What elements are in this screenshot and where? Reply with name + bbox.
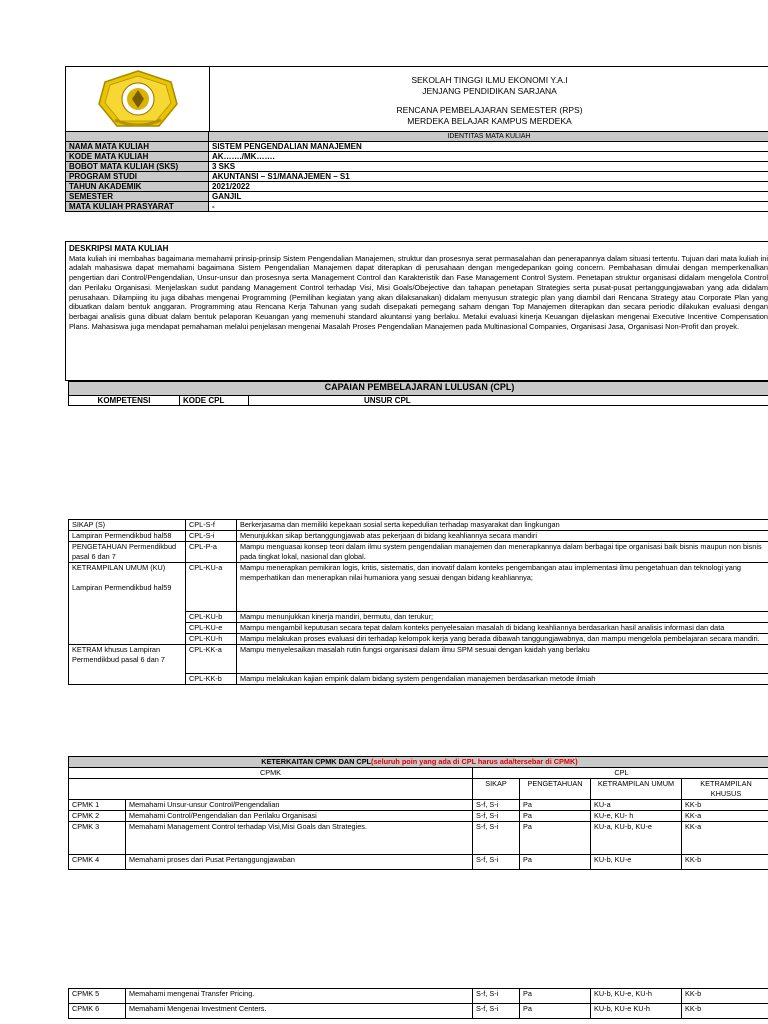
- cpl-code: CPL-S-i: [186, 531, 237, 542]
- cpmk-header-spacer: [69, 779, 473, 800]
- sikap-header: SIKAP: [473, 779, 520, 800]
- cpmk-ku: KU-a: [591, 800, 682, 811]
- cpl-competency-ref: Lampiran Permendikbud hal59: [72, 583, 172, 592]
- cpl-competency-name: KETRAMPILAN UMUM (KU): [72, 563, 166, 572]
- identity-label: SEMESTER: [66, 192, 209, 202]
- cpmk-pengetahuan: Pa: [520, 855, 591, 870]
- description-title: DESKRIPSI MATA KULIAH: [69, 244, 169, 253]
- identity-row: [66, 182, 768, 192]
- cpmk-ku: KU-a, KU-b, KU-e: [591, 822, 682, 855]
- cpmk-desc: Memahami proses dari Pusat Pertanggungjawaban: [126, 855, 473, 870]
- ketrampilan-khusus-header: KETRAMPILAN KHUSUS: [682, 779, 768, 800]
- cpmk-kk: KK-a: [682, 822, 768, 855]
- cpl-code: CPL-KU-a: [186, 563, 237, 612]
- identity-row: [66, 202, 768, 212]
- cpl-code: CPL-KU-b: [186, 612, 237, 623]
- cpmk-cpl-mapping-table: [68, 756, 768, 870]
- cpmk-ku: KU-e, KU- h: [591, 811, 682, 822]
- cpmk-pengetahuan: Pa: [520, 1004, 591, 1019]
- cpl-competency: KETRAM khusus Lampiran Permendikbud pasal 6 dan 7: [69, 645, 186, 685]
- cpl-competency: PENGETAHUAN Permendikbud pasal 6 dan 7: [69, 542, 186, 563]
- header-table: [65, 66, 768, 140]
- course-identity-table: [65, 131, 768, 212]
- identity-value: 2021/2022: [209, 182, 768, 192]
- cpmk-pengetahuan: Pa: [520, 822, 591, 855]
- cpmk-pengetahuan: Pa: [520, 811, 591, 822]
- cpl-element: Menunjukkan sikap bertanggungjawab atas pekerjaan di bidang keahliannya secara mandiri: [237, 531, 768, 542]
- pengetahuan-header: PENGETAHUAN: [520, 779, 591, 800]
- cpmk-kk: KK-b: [682, 855, 768, 870]
- cpmk-cpl-mapping-continued: [68, 988, 768, 1019]
- cpl-element: Mampu melakukan proses evaluasi diri terhadap kelompok kerja yang berada dibawah tanggungjawabnya, dan mampu mengelola pembelajaran secara mandiri.: [237, 634, 768, 645]
- identity-value: GANJIL: [209, 192, 768, 202]
- cpl-row: [69, 542, 768, 563]
- identity-label: PROGRAM STUDI: [66, 172, 209, 182]
- cpmk-row: [69, 800, 768, 811]
- identity-label: TAHUN AKADEMIK: [66, 182, 209, 192]
- cpmk-sikap: S-f, S-i: [473, 811, 520, 822]
- identity-label: BOBOT MATA KULIAH (SKS): [66, 162, 209, 172]
- cpl-header: CPL: [473, 768, 768, 779]
- identity-row: [66, 152, 768, 162]
- cpl-competency: [69, 563, 186, 645]
- ketrampilan-umum-header: KETRAMPILAN UMUM: [591, 779, 682, 800]
- identity-label: MATA KULIAH PRASYARAT: [66, 202, 209, 212]
- cpl-element: Mampu menyelesaikan masalah rutin fungsi organisasi dalam ilmu SPM sesuai dengan kaidah yang berlaku: [237, 645, 768, 674]
- cpmk-ku: KU-b, KU-e, KU-h: [591, 989, 682, 1004]
- identity-value: -: [209, 202, 768, 212]
- cpmk-pengetahuan: Pa: [520, 800, 591, 811]
- cpl-element: Mampu menunjukkan kinerja mandiri, bermutu, dan terukur;: [237, 612, 768, 623]
- identity-row: [66, 162, 768, 172]
- cpl-code: CPL-P-a: [186, 542, 237, 563]
- college-logo-icon: [93, 68, 183, 130]
- identity-row: [66, 192, 768, 202]
- cpmk-ku: KU-b, KU-e: [591, 855, 682, 870]
- document-title: RENCANA PEMBELAJARAN SEMESTER (RPS): [396, 105, 583, 115]
- identity-spacer: [66, 132, 209, 142]
- cpmk-row: [69, 822, 768, 855]
- cpmk-code: CPMK 5: [69, 989, 126, 1004]
- cpmk-kk: KK-a: [682, 811, 768, 822]
- identity-label: KODE MATA KULIAH: [66, 152, 209, 162]
- identity-label: NAMA MATA KULIAH: [66, 142, 209, 152]
- competency-header: KOMPETENSI: [69, 396, 180, 406]
- cpmk-sikap: S-f, S-i: [473, 822, 520, 855]
- cpmk-code: CPMK 3: [69, 822, 126, 855]
- cpmk-sikap: S-f, S-i: [473, 855, 520, 870]
- cpmk-row: [69, 989, 768, 1004]
- cpl-element: Berkerjasama dan memiliki kepekaan sosial serta kepedulian terhadap masyarakat dan lingkungan: [237, 520, 768, 531]
- identity-row: [66, 172, 768, 182]
- cpl-element-header: UNSUR CPL: [249, 396, 768, 406]
- cpl-element: Mampu menerapkan pemikiran logis, kritis, sistematis, dan inovatif dalam konteks pengembangan atau implementasi ilmu pengetahuan dan teknologi yang memperhatikan dan menerapkan nilai humaniora yang sesuai dengan bidang keahliannya;: [237, 563, 768, 612]
- cpmk-kk: KK-b: [682, 989, 768, 1004]
- cpl-row: [69, 520, 768, 531]
- cpmk-pengetahuan: Pa: [520, 989, 591, 1004]
- cpl-code: CPL-KK-b: [186, 674, 237, 685]
- cpl-element: Mampu mengambil keputusan secara tepat dalam konteks penyelesaian masalah di bidang keahliannya berdasarkan hasil analisis informasi dan data: [237, 623, 768, 634]
- cpmk-row: [69, 855, 768, 870]
- cpl-caption: CAPAIAN PEMBELAJARAN LULUSAN (CPL): [69, 382, 768, 396]
- cpl-competency: SIKAP (S): [69, 520, 186, 531]
- cpmk-code: CPMK 2: [69, 811, 126, 822]
- identity-value: AK……./MK…….: [209, 152, 768, 162]
- cpl-element: Mampu menguasai konsep teori dalam ilmu system pengendalian manajemen dan menerapkannya dalam berbagai tipe organisasi baik bisnis maupun non bisnis pada tingkat lokal, nasional dan global.: [237, 542, 768, 563]
- cpmk-sikap: S-f, S-i: [473, 800, 520, 811]
- cpmk-code: CPMK 1: [69, 800, 126, 811]
- cpl-competency: Lampiran Permendikbud hal58: [69, 531, 186, 542]
- program-name: MERDEKA BELAJAR KAMPUS MERDEKA: [407, 116, 572, 126]
- cpl-element: Mampu melakukan kajian empirik dalam bidang system pengendalian manajemen berdasarkan metode ilmiah: [237, 674, 768, 685]
- cpl-code-header: KODE CPL: [180, 396, 249, 406]
- identity-heading: IDENTITAS MATA KULIAH: [209, 132, 768, 142]
- cpmk-kk: KK-b: [682, 1004, 768, 1019]
- cpl-code: CPL-KU-h: [186, 634, 237, 645]
- course-description: [65, 241, 768, 381]
- cpmk-header: CPMK: [69, 768, 473, 779]
- cpmk-row: [69, 1004, 768, 1019]
- mapping-title-note: (seluruh poin yang ada di CPL harus ada/tersebar di CPMK): [371, 757, 578, 766]
- cpmk-desc: Memahami Control/Pengendalian dan Perilaku Organisasi: [126, 811, 473, 822]
- institution-title: [210, 67, 768, 140]
- mapping-title: [69, 757, 768, 768]
- cpmk-code: CPMK 4: [69, 855, 126, 870]
- cpl-detail-table: [68, 519, 768, 685]
- cpl-row: [69, 645, 768, 674]
- cpmk-sikap: S-f, S-i: [473, 1004, 520, 1019]
- cpl-code: CPL-KK-a: [186, 645, 237, 674]
- institution-name: SEKOLAH TINGGI ILMU EKONOMI Y.A.I: [411, 75, 568, 85]
- identity-value: SISTEM PENGENDALIAN MANAJEMEN: [209, 142, 768, 152]
- logo-cell: [66, 67, 210, 140]
- cpmk-desc: Memahami Management Control terhadap Visi,Misi Goals dan Strategies.: [126, 822, 473, 855]
- cpmk-sikap: S-f, S-i: [473, 989, 520, 1004]
- cpl-row: [69, 563, 768, 612]
- identity-value: 3 SKS: [209, 162, 768, 172]
- cpmk-row: [69, 811, 768, 822]
- mapping-title-main: KETERKAITAN CPMK DAN CPL: [261, 757, 372, 766]
- description-text: Mata kuliah ini membahas bagaimana memahami prinsip-prinsip Sistem Pengendalian Manajemen, struktur dan prosesnya serat permasalahan dan penerapannya dalam situasi tertentu. Tujuan dari mata kuliah ini adalah mahasiswa dapat memahami bagaimana Sistem Pengendalian Manajemen dapat diterapkan di perusahaan dengan mengedepankan going concern. Pembahasan dimulai dengan memperkenalkan pengertian dari Control/Pengendalian, Unsur-unsur dan prosesnya serta Management Control dan Karakteristik dan Fase Management Control System. Penetapan struktur organisasi didalam mengelola Control dan Perilaku Organisasi. Menjelaskan sudut pandang Management Control terhadap Visi, Misi Goals/Obejective dan tahapan penetapan Strategies serta pusat-pusat pertanggungjawaban yang ada didalam perusahaan. Dilampiing itu juga dibahas mengenai Programming (Pemilihan kegiatan yang akan dilaksanakan) didalam menyusun strategic plan yang diambil dari Rencana Strategy atau Corporate Plan yang dibuatkan dalam bentuk anggaran. Programming atau Rencana Kerja Tahunan yang sudah disepakati pemegang saham dengan Top Manajemen diterapkan dan secara periodic dilakukan evaluasi dengan berbagai analisis guna dibuat dalam bentuk pelaporan Keuangan yang memenuhi standard akuntansi yang berlaku. Metalui evaluasi kinerja Keuangan dijelaskan mengenai Executive Incentive Compensation Plans. Mahasiswa juga mendapat pemahaman melalui penjelasan mengenai Masalah Proses Pengendalian Manajemen pada Multinasional Companies, Organisasi Jasa, Organisasi Non-Profit dan proyek.: [69, 253, 768, 331]
- cpmk-desc: Memahami mengenai Transfer Pricing.: [126, 989, 473, 1004]
- cpl-row: [69, 531, 768, 542]
- cpl-code: CPL-KU-e: [186, 623, 237, 634]
- cpmk-kk: KK-b: [682, 800, 768, 811]
- cpl-header-table: [68, 381, 768, 406]
- cpmk-ku: KU-b, KU-e KU-h: [591, 1004, 682, 1019]
- identity-value: AKUNTANSI – S1/MANAJEMEN – S1: [209, 172, 768, 182]
- cpmk-desc: Memahami Mengenai Investment Centers.: [126, 1004, 473, 1019]
- cpmk-desc: Memahami Unsur-unsur Control/Pengendalian: [126, 800, 473, 811]
- cpl-code: CPL-S-f: [186, 520, 237, 531]
- education-level: JENJANG PENDIDIKAN SARJANA: [422, 86, 557, 96]
- cpmk-code: CPMK 6: [69, 1004, 126, 1019]
- identity-row: [66, 142, 768, 152]
